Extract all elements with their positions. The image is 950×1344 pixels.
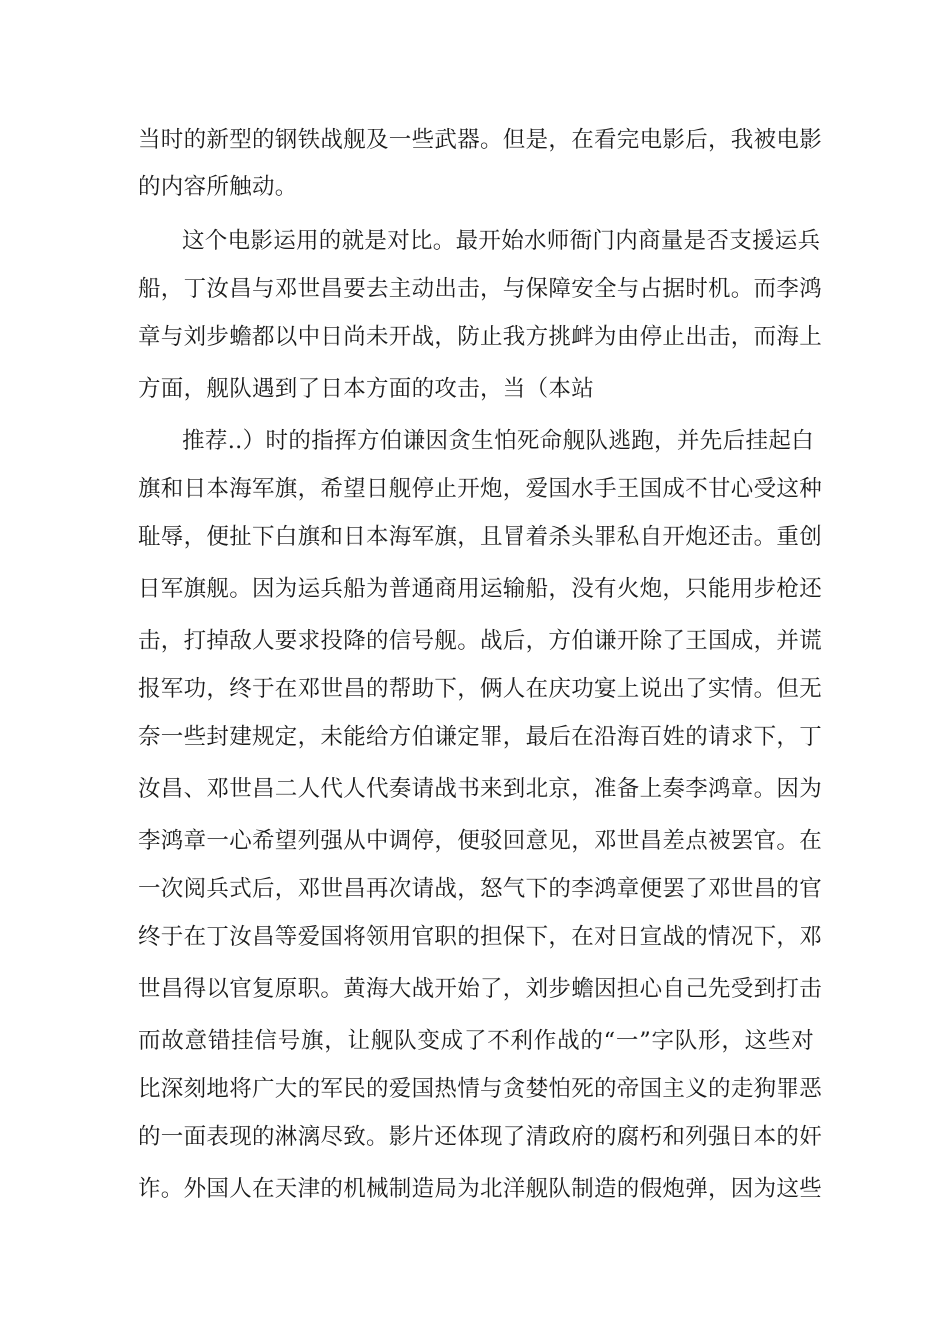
text-line: 汝昌、邓世昌二人代人代奏请战书来到北京，准备上奏李鸿章。因为 <box>138 776 823 802</box>
text-line: 奈一些封建规定，未能给方伯谦定罪，最后在沿海百姓的请求下，丁 <box>138 724 823 750</box>
text-line: 世昌得以官复原职。黄海大战开始了，刘步蟾因担心自己先受到打击 <box>138 976 823 1002</box>
text-line: 一次阅兵式后，邓世昌再次请战，怒气下的李鸿章便罢了邓世昌的官 <box>138 876 823 902</box>
text-line: 方面，舰队遇到了日本方面的攻击，当（本站 <box>138 376 595 402</box>
text-line: 击，打掉敌人要求投降的信号舰。战后，方伯谦开除了王国成，并谎 <box>138 628 823 654</box>
text-line: 耻辱，便扯下白旗和日本海军旗，且冒着杀头罪私自开炮还击。重创 <box>138 524 823 550</box>
text-line: 而故意错挂信号旗，让舰队变成了不利作战的“一”字队形，这些对 <box>138 1028 814 1054</box>
text-line: 的内容所触动。 <box>138 174 298 200</box>
text-line: 旗和日本海军旗，希望日舰停止开炮，爱国水手王国成不甘心受这种 <box>138 476 823 502</box>
text-line: 诈。外国人在天津的机械制造局为北洋舰队制造的假炮弹，因为这些 <box>138 1176 823 1202</box>
text-line: 终于在丁汝昌等爱国将领用官职的担保下，在对日宣战的情况下，邓 <box>138 924 823 950</box>
text-line: 比深刻地将广大的军民的爱国热情与贪婪怕死的帝国主义的走狗罪恶 <box>138 1076 823 1102</box>
text-line: 日军旗舰。因为运兵船为普通商用运输船，没有火炮，只能用步枪还 <box>138 576 823 602</box>
paragraph-first-line: 推荐..）时的指挥方伯谦因贪生怕死命舰队逃跑，并先后挂起白 <box>182 428 814 454</box>
text-line: 船，丁汝昌与邓世昌要去主动出击，与保障安全与占据时机。而李鸿 <box>138 276 823 302</box>
text-line: 李鸿章一心希望列强从中调停，便驳回意见，邓世昌差点被罢官。在 <box>138 828 823 854</box>
text-line: 的一面表现的淋漓尽致。影片还体现了清政府的腐朽和列强日本的奸 <box>138 1124 823 1150</box>
paragraph-first-line: 这个电影运用的就是对比。最开始水师衙门内商量是否支援运兵 <box>182 228 821 254</box>
text-line: 章与刘步蟾都以中日尚未开战，防止我方挑衅为由停止出击，而海上 <box>138 324 823 350</box>
text-line: 报军功，终于在邓世昌的帮助下，俩人在庆功宴上说出了实情。但无 <box>138 676 823 702</box>
text-line: 当时的新型的钢铁战舰及一些武器。但是，在看完电影后，我被电影 <box>138 127 823 153</box>
